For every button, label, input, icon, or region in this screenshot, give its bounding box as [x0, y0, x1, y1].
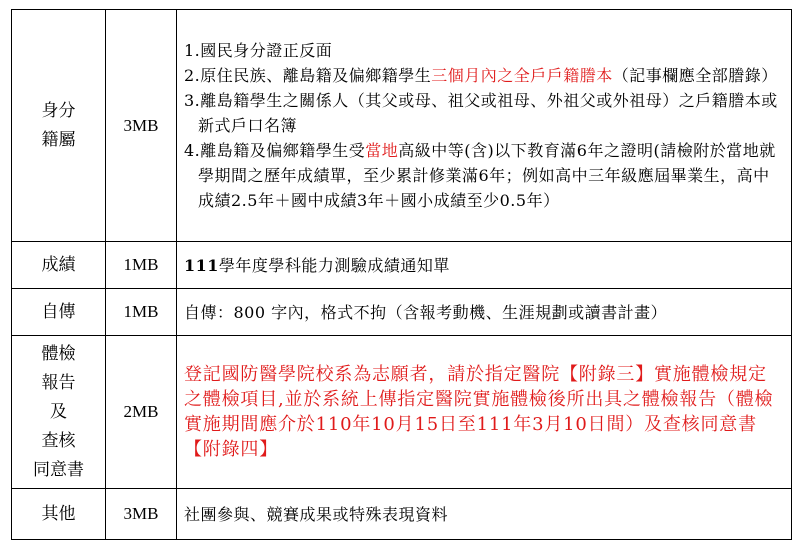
- item-text: 高級中等(含)以下教育滿6年之證明(請檢附於當地就學期間之歷年成績單，至少累計修業滿6年；例如高中三年級應屆畢業生，高中成績2.5年＋國中成績3年＋國小成績至少0.5年）: [198, 141, 776, 210]
- description-cell: 社團參與、競賽成果或特殊表現資料: [177, 489, 792, 540]
- year-label: 111: [184, 255, 219, 275]
- item-highlight: 當地: [365, 141, 399, 160]
- description-cell: [177, 336, 792, 489]
- category-cell: [12, 336, 106, 489]
- list-item: [184, 38, 785, 63]
- size-cell: 1MB: [106, 289, 177, 336]
- description-cell: [177, 10, 792, 242]
- description-cell: 自傳：800 字內，格式不拘（含報考動機、生涯規劃或讀書計畫）: [177, 289, 792, 336]
- description-cell: [177, 242, 792, 289]
- table-row: [12, 289, 792, 336]
- item-text: 2.原住民族、離島籍及偏鄉籍學生: [184, 66, 432, 85]
- table-row: [12, 242, 792, 289]
- size-cell: 3MB: [106, 489, 177, 540]
- list-item: [184, 138, 785, 213]
- category-label: 查核: [41, 430, 76, 451]
- size-cell: 1MB: [106, 242, 177, 289]
- category-cell: 自傳: [12, 289, 106, 336]
- item-highlight: 三個月內之全戶戶籍謄本: [431, 66, 613, 85]
- category-label: 及: [50, 401, 67, 422]
- category-label: 報告: [41, 372, 76, 393]
- category-cell: [12, 10, 106, 242]
- table-row: [12, 489, 792, 540]
- item-text: 1.國民身分證正反面: [184, 41, 333, 60]
- size-cell: 3MB: [106, 10, 177, 242]
- list-item: [184, 88, 785, 138]
- list-item: [184, 63, 785, 88]
- category-label: 籍屬: [41, 129, 76, 150]
- item-text: 3.離島籍學生之關係人（其父或母、祖父或祖母、外祖父或外祖母）之戶籍謄本或新式戶口名簿: [184, 91, 778, 135]
- table-row: [12, 336, 792, 489]
- size-cell: 2MB: [106, 336, 177, 489]
- category-cell: 其他: [12, 489, 106, 540]
- health-check-notice: 登記國防醫學院校系為志願者，請於指定醫院【附錄三】實施體檢規定之體檢項目,並於系統上傳指定醫院實施體檢後所出具之體檢報告（體檢實施期間應介於110年10月15日至111年3月10日間）及查核同意書【附錄四】: [184, 364, 774, 460]
- description-text: 學年度學科能力測驗成績通知單: [218, 255, 450, 275]
- category-label: 身分: [41, 100, 76, 121]
- item-text: 4.離島籍及偏鄉籍學生受: [184, 141, 366, 160]
- category-cell: 成績: [12, 242, 106, 289]
- item-text: （記事欄應全部謄錄）: [612, 66, 778, 85]
- category-label: 同意書: [33, 459, 84, 480]
- table-row: [12, 10, 792, 242]
- category-label: 體檢: [41, 343, 76, 364]
- upload-requirements-table: [11, 9, 792, 540]
